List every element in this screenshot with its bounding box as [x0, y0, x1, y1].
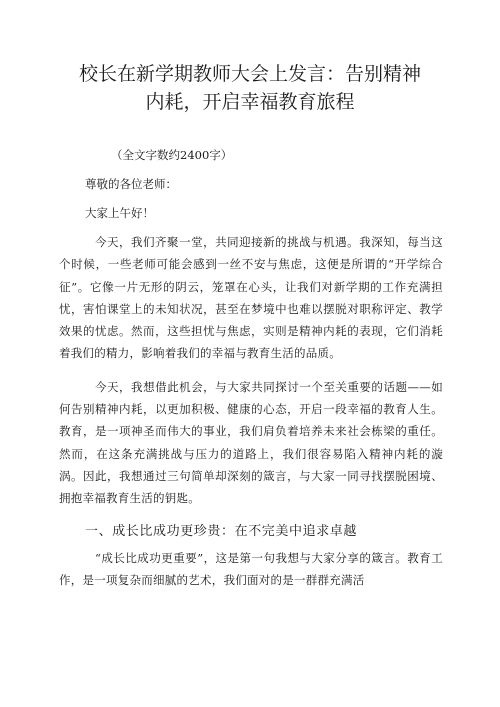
word-count-note: （全文字数约2400字）: [111, 148, 233, 162]
greeting: 大家上午好！: [85, 206, 154, 220]
document-title: [60, 60, 440, 116]
paragraph-2: 今天，我想借此机会，与大家共同探讨一个至关重要的话题——如何告别精神内耗，以更加积极、健康的心态，开启一段幸福的教育人生。教育，是一项神圣而伟大的事业，我们肩负着培养未来社会栋梁的重任。然而，在这条充满挑战与压力的道路上，我们很容易陷入精神内耗的漩涡。因此，我想通过三句简单却深刻的箴言，与大家一同寻找摆脱困境、拥抱幸福教育生活的钥匙。: [59, 379, 443, 506]
section-heading: 一、成长比成功更珍贵：在不完美中追求卓越: [85, 523, 358, 539]
title-line-2: 内耗，开启幸福教育旅程: [145, 91, 355, 113]
section-paragraph: “成长比成功更重要”，这是第一句我想与大家分享的箴言。教育工作，是一项复杂而细腻的艺术，我们面对的是一群群充满活: [59, 550, 443, 587]
document-body: [59, 144, 443, 602]
paragraph-1: 今天，我们齐聚一堂，共同迎接新的挑战与机遇。我深知，每当这个时候，一些老师可能会感到一丝不安与焦虑，这便是所谓的“开学综合征”。它像一片无形的阴云，笼罩在心头，让我们对新学期的工作充满担忧，害怕课堂上的未知状况，甚至在梦境中也难以摆脱对职称评定、教学效果的忧虑。然而，这些担忧与焦虑，实则是精神内耗的表现，它们消耗着我们的精力，影响着我们的幸福与教育生活的品质。: [59, 235, 443, 361]
title-line-1: 校长在新学期教师大会上发言：告别精神: [78, 63, 421, 85]
salutation: 尊敬的各位老师：: [85, 177, 177, 191]
